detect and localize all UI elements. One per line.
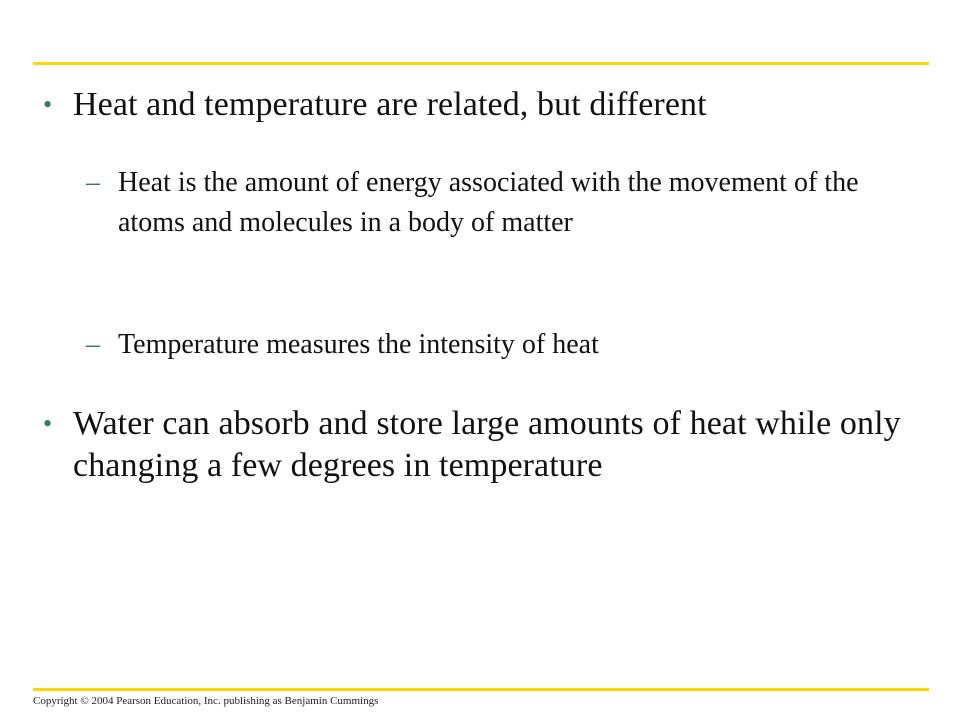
bullet-text: Water can absorb and store large amounts of heat while only changing a few degrees in temperature xyxy=(73,405,901,484)
copyright-footer: Copyright © 2004 Pearson Education, Inc. publishing as Benjamin Cummings xyxy=(33,695,379,707)
sub-bullet-text: Temperature measures the intensity of heat xyxy=(118,329,599,360)
top-divider-rule xyxy=(33,62,929,65)
bottom-divider-rule xyxy=(33,688,929,691)
sub-bullet-text: Heat is the amount of energy associated with the movement of the atoms and molecules in a body of matter xyxy=(118,167,859,238)
sub-bullet-item xyxy=(86,163,886,243)
bullet-text: Heat and temperature are related, but different xyxy=(73,86,707,123)
bullet-marker: • xyxy=(43,409,53,438)
dash-marker: – xyxy=(86,167,100,198)
dash-marker: – xyxy=(86,329,100,360)
bullet-item xyxy=(33,84,707,126)
bullet-marker: • xyxy=(43,90,53,119)
bullet-item xyxy=(33,403,913,487)
sub-bullet-item xyxy=(86,325,886,365)
